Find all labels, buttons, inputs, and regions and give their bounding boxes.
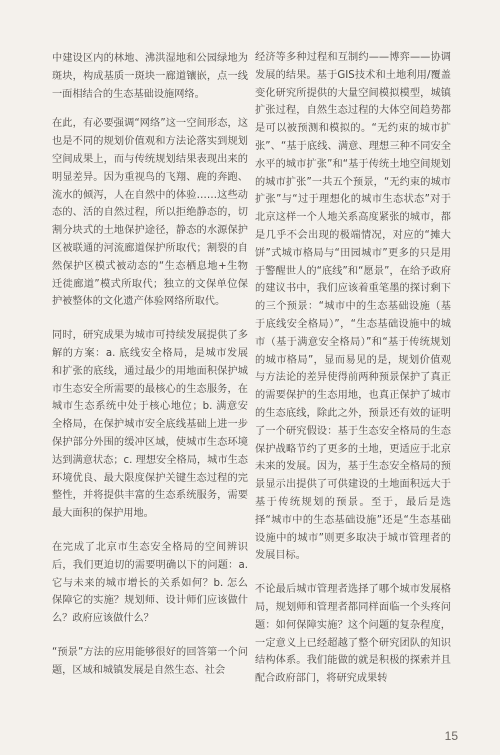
- paragraph: “预景”方法的应用能够很好的回答第一个问题，区域和城镇发展是自然生态、社会: [52, 646, 248, 676]
- paragraph: 不论最后城市管理者选择了哪个城市发展格局，规划师和管理者都同样面临一个头疼问题：如何保障实施？这个问题的复杂程度，一定意义上已经超越了整个研究团队的知识结构体系。我们能做的就是积极的探索并且配合政府部门，将研究成果转: [255, 584, 451, 685]
- paragraph: 在完成了北京市生态安全格局的空间辨识后，我们更迫切的需要明确以下的问题：a.它与未来的城市增长的关系如何？b. 怎么保障它的实施？规划师、设计师们应该做什么？政府应该做什么？: [52, 541, 248, 625]
- left-text-column: [52, 50, 248, 680]
- right-text-column: [255, 49, 451, 688]
- paragraph: 同时，研究成果为城市可持续发展提供了多解的方案：a. 底线安全格局，是城市发展和扩张的底线，通过最少的用地面积保护城市生态安全所需要的最核心的生态服务，在城市生态系统中处于核心地位；b. 满意安全格局，在保护城市安全底线基础上进一步保护部分外围的缓冲区域，使城市生态环境达到满意状态；c. 理想安全格局，城市生态环境优良、最大限度保护关键生态过程的完整性，并将提供丰富的生态系统服务，需要最大面积的保护用地。: [52, 330, 248, 520]
- page-number: 15: [444, 729, 458, 743]
- paragraph: 中建设区内的林地、沸洪湿地和公园绿地为斑块，构成基质一斑块一廊道镶嵌，点一线一面相结合的生态基础设施网络。: [52, 53, 248, 100]
- paragraph: 经济等多种过程和互制约——博弈——协调发展的结果。基于GIS技术和土地利用/覆盖变化研究所提供的大量空间模拟模型，城镇扩张过程，自然生态过程的大体空间趋势都是可以被预测和模拟的。“无约束的城市扩张”、“基于底线、满意、理想三种不同安全水平的城市扩张”和“基于传统土地空间规划的城市扩张”一共五个预景，“无约束的城市扩张”与“过于理想化的城市生态状态”对于北京这样一个人地关系高度紧张的城市，都是几乎不会出现的极端情况，对应的“摊大饼”式城市格局与“田园城市”更多的只是用于警醒世人的“底线”和“愿景”，在给予政府的建议书中，我们应该着重笔墨的探讨剩下的三个预景：“城市中的生态基础设施（基于底线安全格局）”，“生态基础设施中的城市（基于满意安全格局）”和“基于传统规划的城市格局”，显而易见的是，规划价值观与方法论的差异使得前两种预景保护了真正的需要保护的生态用地，也真正保护了城市的生态底线，除此之外，预景还有效的证明了一个研究假设：基于生态安全格局的生态保护战略节约了更多的土地，更适应于北京未来的发展。因为，基于生态安全格局的预景显示出提供了可供建设的土地面积远大于基于传统规划的预景。至于，最后是选择“城市中的生态基础设施”还是“生态基础设施中的城市”则更多取决于城市管理者的发展目标。: [255, 52, 451, 562]
- paragraph: 在此，有必要强调“网络”这一空间形态，这也是不同的规划价值观和方法论落实到规划空间成果上，而与传统规划结果表现出来的明显差异。因为重视鸟的飞翔、鹿的奔跑、流水的倾泻，人在自然中的体验……这些动态的、活的自然过程，所以拒绝静态的，切割分块式的土地保护途径，静态的水源保护区被联通的河流廊道保护所取代；割裂的自然保护区模式被动态的“生态栖息地+生物迁徙廊道”模式所取代；独立的文保单位保护被整体的文化遗产体验网络所取代。: [52, 118, 248, 308]
